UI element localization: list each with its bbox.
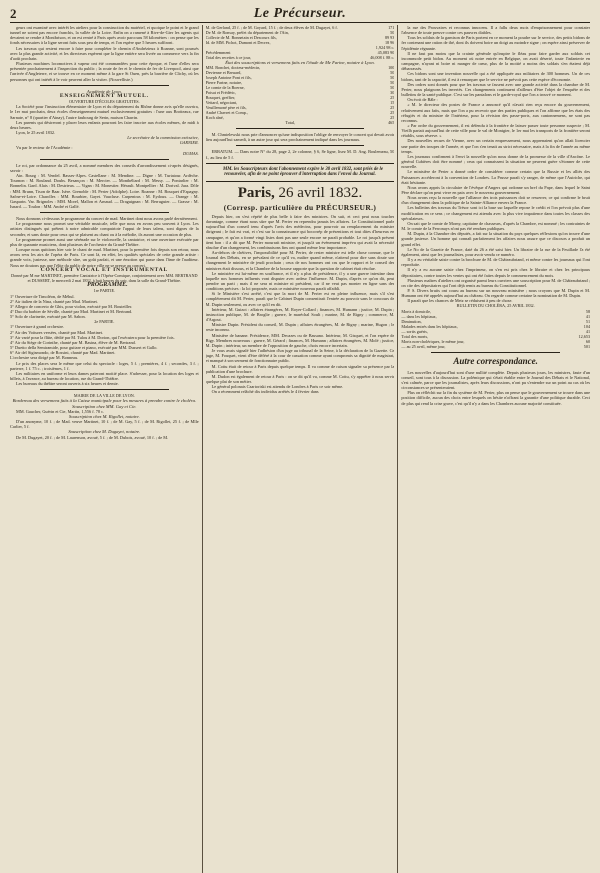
divider <box>40 159 169 160</box>
erratum: ERRATUM. — Dans notre N° du 28, page 2, 2e colonne, § 6, 8e ligne, lisez M. D. Ang. Boulemeau, 50 f., au lieu de 5 f. <box>205 149 395 160</box>
paris-paragraph: Au-dehors de chétives, l'impossibilité pour M. Perier, de rester ministre est telle chose connue, que le Journal des Débats, en se prévalant de ce qu'il va, maître quand même, n'attend pour dire sans doute son changement le ministère de jeudi prochain ; ceux de nos hommes ont cru que le rapport et le conseil des ministres était dissous, et la Chambre de la bourse rapporte que la question de cabinet était résolue. <box>205 250 395 271</box>
program-item: 1° Ouverture à grand orchestre. <box>10 324 65 330</box>
paris-paragraph: On écrit de Bâle : <box>407 97 438 103</box>
program-item: 5° Solo de clarinette, exécuté par M. Sabon. <box>10 314 86 320</box>
paris-paragraph: P. S. Divers bruits ont couru au bureau sur un nouveau ministère ; nous croyons que M. Dupin et M. Humann ont été appelés aujourd'hui au château. On regarde comme certaine la nomination de M. Dupin. <box>401 287 591 299</box>
divider <box>236 128 365 129</box>
hospital-table <box>206 65 395 125</box>
table-row: Pierre Farine, notaire, 50 <box>205 80 395 86</box>
paris-paragraph: Les journaux confirment à l'envi la nouvelle qu'on nous donne de la promesse de la ville d'Ancône. Le général Cubières doit être nommé ; ceux qui connaissent la situation ne peuvent guère s'étonner de cette nouvelle. <box>401 153 591 170</box>
program-title: PROGRAMME. <box>87 282 128 289</box>
paris-paragraph: M. Dupin, à la Chambre des députés, a fait sur la situation du pays quelques réflexions qu'on trouve d'une grande justesse. Un homme qui connaît parfaitement les affaires nous assure que ce discours a produit un grand effet. <box>401 231 591 247</box>
paris-paragraph: Nous avons reçu la nouvelle que l'alliance des trois puissances doit se resserrer, ce qui confirme le bruit d'un changement dans la politique de la Sainte-Alliance envers la France. <box>401 195 591 206</box>
article-rail-works: Les travaux qui restent encore à faire pour compléter le chemin d'Andrézieux à Roanne, sont poussés avec la plus grande activité, et les directeurs espèrent que la ligne entière sera livrée au commerce vers la fin d'août prochain. <box>10 45 199 61</box>
table-row: — sortis guéris, 41 <box>401 328 591 334</box>
table-row: Diminution, 51 <box>401 318 591 324</box>
paris-paragraph: On sait que le comte de Morny, capitaine de chasseurs, d'après la Chambre, est nommé ; les contraintes de M. le comte de la Ferronays n'ont pas été rendues publiques. <box>401 220 591 232</box>
columns <box>10 25 590 873</box>
paris-paragraph: Les bulletins des travaux du Trésor sont ici la base sur laquelle repose le crédit et l'on prévoit plus d'une modification en ce sens ; ce changement est attendu avec la plus vive impatience dans toutes les classes des spéculateurs. <box>401 205 591 221</box>
hospital-heading: État des souscriptions et versemens faits en l'étude de Me Farine, notaire à Lyon. <box>225 60 375 65</box>
cholera-bulletin-table <box>401 309 590 349</box>
column-rule <box>397 25 398 873</box>
program-item: 1° Ouverture de Timoléon, de Méhul. <box>10 293 75 299</box>
paris-paragraph: On a récemment relâché dix individus arrêtés le 4 février dans <box>211 389 319 395</box>
table-row: Devienne et Breuard, 50 <box>205 70 395 76</box>
school-signature-name: GARNIER. <box>179 140 199 146</box>
concert-intro: Nous donnons ci-dessous le programme du concert de mad. Martinet dont nous avons parlé dernièrement. <box>16 216 198 222</box>
rector-name: DUMAS. <box>183 150 199 156</box>
table-row: De M. de Ronsay, préfet du département de l'Ain, 50 <box>205 30 395 35</box>
paris-paragraph: « Par ordre du gouvernement, il est défendu à la frontière de laisser passer toute personne suspecte ; M. Vieilh partait aujourd'hui de cette ville pour le val de Montgier, le 1er mai les transports de la frontière seront rétablis, sous réserve. » <box>401 122 591 139</box>
table-row: Total des morts, 12,653 <box>401 333 591 339</box>
concert-subheading: Donné par M me MARTINET, première Cantatrice à l'Opéra-Comique, conjointement avec MM. BERTRAND et DUSSERT, le mercredi 2 mai 1832, à huit heures du soir, dans la salle du Grand-Théâtre. <box>11 272 198 284</box>
school-text-2: Les parents qui désireront y placer leurs enfants pourront les faire inscrire aux écoles mêmes, de midi à deux heures. <box>10 119 199 130</box>
paris-paragraph: Plusieurs maîtres d'ateliers ont organisé parmi leurs ouvriers une souscription pour M. de Châteaubriand ; on cite des dépositaires qui l'ont déjà remis au bureau du Constitutionnel. <box>401 277 591 288</box>
mairie-heading: MAIRIE DE LA VILLE DE LYON. <box>73 393 135 399</box>
school-subheading: OUVERTURE D'ÉCOLES GRATUITES. <box>69 99 140 105</box>
paris-paragraph: Ministre Dupin. Président du conseil, M. Dupin ; affaires étrangères, M. de Rigny ; marine, Hugon ; le reste inconnu. <box>205 322 395 333</box>
cholera-bulletin-heading: BULLETIN DU CHOLÉRA, 25 AVRIL 1832. <box>456 303 535 309</box>
program-item: 2° Air des Voitures versées, chanté par Mad. Martinet. <box>10 329 104 335</box>
program-item: 5° Duetto della Semiramide, pour guitare et piano, exécuté par MM. Dussert et Gallo. <box>10 345 158 351</box>
table-row: Poisat et Frédéric, 30 <box>205 90 395 96</box>
ordinance-list: Ain. Bourg : M. Vendel. Basses-Alpes. Castellane : M. Mendine. — Digne : M. Turtatour. Ardèche. Tournon : M. Rouland. Doubs. Besançon : M. Mercier. — Montbéliard : M. Messy. — Pontarlier : M. Bonnelin. Gard. Alais : M. Destrieux. — Vigan : M. Monestier. Hérault. Montpellier : M. Dorival. Jura. Dôle : MM. Brunn, Tison de Baar. Isère. Grenoble : M. Perier (Adolphe). Loire. Roanne : M. Bouquet d'Espagny. Saône-et-Loire. Charolles : MM. Bourbier, Gayet. Vaucluse. Carpentras : M. Eydoux. — Orange : M. Gasparin. Var. Brignoles : MM. Morel, Mallon et Arnaud. — Draguignan : M. Berruguier. — Grasse : M. Isnard. — Toulon : MM. André et Gallé. <box>10 173 199 209</box>
table-row: Morts à domicile, 58 <box>401 308 591 314</box>
paris-paragraph: Des ordres sont donnés pour que les travaux se fassent avec une grande activité dans la chambre de M. Perier, nous plaignons les invertés. Ces changements continuent d'ailleurs d'être l'objet de l'enquête et des bulletins de la santé publique. C'est sur les pantalons et le garde-royal que l'on a trouvé ce moment. <box>401 81 591 98</box>
divider <box>40 85 169 86</box>
program-item: 4° Air du Siège de Corinthe, chanté par M. Basina, élève de M. Bertrand. <box>10 339 136 345</box>
paris-paragraph: Il y a eu véritable saisie contre la brochure de M. de Châteaubriand, et même contre les journaux qui l'ont reproduite. <box>401 257 591 268</box>
other-correspondence-heading: Autre correspondance. <box>453 355 538 366</box>
program-item: L'orchestre sera dirigé par M. Bonneau. <box>10 355 79 361</box>
table-row: Morts non-cholériques, le même jour, 60 <box>401 338 591 344</box>
paris-paragraph: Le No de la Gazette de France, daté du 26 a été saisi hier. Un libraire de la rue de la Feuillade l'a été également, ainsi que les journalistes, pour avoir vendu ce numéro. <box>401 246 591 257</box>
table-row: Collecte de M. Bonnetain et Descours fils, 89 93 <box>205 35 395 40</box>
paris-paragraph: « M. le directeur des postes de France a annoncé qu'il n'avait rien reçu encore du gouvernement, relativement aux faits, mais que l'on a pu recevoir que des parties publiques et l'on affirme que les états des réfugiés et du ministre de l'intérieur, pour la révision des passe-ports, aux cantonnemens, ne sont pas reconnus. <box>401 102 591 123</box>
table-row: — au 25 avril, même jour, 501 <box>401 343 591 349</box>
subscription-heading: Souscription chez M. Rigollet, notaire. <box>68 413 140 419</box>
school-date: Lyon, le 25 avril 1832. <box>16 129 56 135</box>
subscription-heading: Souscription chez MM. Gay et Cie. <box>72 403 137 409</box>
table-row: Le comte de la Boerne, 50 <box>205 85 395 91</box>
correspondence-heading: (Corresp. particulière du PRÉCURSEUR.) <box>223 202 377 212</box>
column-3 <box>401 25 590 873</box>
school-signature-role: Le secrétaire de la commission exécutive, <box>127 135 199 141</box>
concert-military: Les militaires en uniforme et leurs dames paieront moitié place. S'adresser, pour la location des loges et billets, à l'avance, au bureau de location, rue du Grand-Théâtre. <box>10 370 199 381</box>
concert-paragraph-2: Le programme promet aussi une sérénade sur le violoncelle, la cantatrice, et une ouverture exécutée par plus de quarante musiciens, dont plusieurs de l'orchestre du Grand-Théâtre. <box>10 236 199 247</box>
column-2 <box>206 25 395 873</box>
table-row: Total, 465 <box>285 120 395 126</box>
paris-paragraph: la rue des Prouvaires et reconnus innocens. Il a fallu deux mois d'emprisonnement pour constater l'absence de toute preuve contre ces pauvres diables. <box>401 25 591 36</box>
subscriber-notice: MM. les Souscripteurs dont l'abonnement expire le 30 avril 1832, sont priés de le renouveler, afin de ne point éprouver d'interruption dans l'envoi du Journal. <box>222 166 384 178</box>
chmielewski-note: M. Chmielewski nous prie d'annoncer qu'une indisposition l'oblige de renvoyer le concert qui devait avoir lieu aujourd'hui samedi, à un autre jour qui sera prochainement indiqué dans les journaux. <box>205 132 395 143</box>
paris-paragraph: Il ne faut pas moins que la crainte générale qu'inspire le fléau pour faire garder aux soldats cet incommode petit bidon. Au moment où notre entrée en Belgique, on avait déserté, toute l'infanterie en campagne, n'ayant ni boire ni manger de cœur, plus de la moitié a moins des soldats s'en étaient déjà débarrassés. <box>401 50 591 72</box>
school-text: La Société pour l'instruction élémentaire de Lyon et du département du Rhône donne avis qu'elle ouvrira, le 1er mai prochain, deux écoles d'enseignement mutuel exclusivement gratuites : l'une aux Brotteaux, rue Sarnate, n° 8 (quartier d'Ainay), l'autre faubourg de Serin, maison Charrin. <box>10 104 199 120</box>
divider <box>431 352 560 353</box>
table-row: 1,924 98 c. <box>375 45 395 50</box>
paris-paragraph: Je vous avais signalé hier l'adhésion d'un juge au tribunal de la Seine, à la déclaration de la Gazette. Ce juge, M. Fouquet, vient d'être déféré à la cour de cassation comme ayant compromis sa dignité de magistrat, et manqué à son serment de fonctionnaire public. <box>205 348 395 364</box>
paris-paragraph: M. Cottu était de retour à Paris depuis quelque temps. Il va comme de raison signaler sa présence par la publication d'une brochure. <box>205 363 395 374</box>
dateline-city: Paris, <box>237 184 275 201</box>
paris-paragraph: Le ministère de Perier a donné ordre de considérer comme certain que la Russie et les alliés des Puissances accéderont à la convention de Londres. La Prusse paraît s'y ranger, de même que l'Autriche, qui était hésitante. <box>401 169 591 185</box>
academy-heading: Académie de Lyon. <box>86 88 122 94</box>
table-row: Bouquet, greffier, 25 <box>205 95 395 101</box>
table-row: Veuillemoné père et fils, 25 <box>205 105 395 111</box>
concert-paragraph: Le programme nous promet une véritable musicale, telle que nous en avons peu souvent à Lyon. Les artistes distingués qui prêtent à notre admirable compatriote l'appui de leurs talens, sont dignes de la seconder, et sans doute pour ceux qui se plaisent au chant ou à la mélodie, ils auront une occasion de plus. <box>10 221 199 237</box>
concert-bureau: Les bureaux du théâtre seront ouverts à six heures et demie. <box>16 381 119 387</box>
divider <box>206 181 395 182</box>
program-part-1-heading: 1re PARTIE. <box>93 288 116 294</box>
program-item: 2° Air italien de la Nina, chanté par Mad. Martinet. <box>10 298 98 304</box>
divider <box>40 389 169 390</box>
paris-paragraph: M. Dudon est également de retour à Paris : on se dit qu'il va, comme M. Cottu, s'y apprêter à nous servir quelque plat de son métier. <box>205 373 395 384</box>
school-heading: ENSEIGNEMENT MUTUEL. <box>59 92 149 99</box>
paris-paragraph: Depuis hier, on s'est répété de plus belle à faire des ministres. On suit, et ceci peut nous toucher davantage, comme étant nous sûre que M. Perier en reprendra jamais les affaires. Le Constitutionnel parle aujourd'hui d'un conseil tenu d'après l'avis des médecins, pour pourvoir au remplacement du ministre dirigeant ; le fait est vrai, et c'est sur la connaissance qui bocorrép de présentions et tout dites d'heureux en campagne, et qu'on a formé vingt listes dont pas une seule encore ne paraît probable. Le roi jusqu'à présent tient bon : il a dit que M. Perier mourrait ministre, et jusqu'à un événement imprévu qui avait la nécessité absolue d'un changement, les combinaisons fins ont quand même leur importance. <box>205 213 395 250</box>
article-rail-visit: geurs ont examiné avec intérêt les ateliers pour la construction du matériel, et quoique le point et le grand tunnel ne soient pas encore franchis, la vallée de la Loire. Enfin on a ramené à Rive-de-Gier les agents qui devaient se rendre à Montbrison, et on est rentré à Paris après avoir parcouru 58 kilomètres : on pense que les fonds nécessaires à la ligne seront faits sous peu de temps, et l'on espère que 5 heures suffiront. <box>10 25 199 46</box>
table-row: Total des recettes à ce jour, 46,008 f. 88 c. <box>205 55 395 60</box>
table-row: André Chavret et Comp., 25 <box>205 110 395 116</box>
concert-paragraph-3: Lorsque nous quittions hier soir le chant de mad. Martinet, pour la première fois depuis son retour, nous avons revu les airs de l'opéra de Paris. Ce sont là, en effet, les qualités spéciales de cette grande artiste : grande voix, justesse, une méthode sûre, un goût parfait, et une émotion qui passe dans l'âme de l'auditeur. Nous ne doutons pas que l'élite du public de notre ville ne se presse au concert. <box>10 247 199 268</box>
mairie-subheading: Bordereau des versemens faits à la Caisse municipale pour les mesures à prendre contre le choléra. <box>12 398 197 404</box>
concert-prices: Le prix des places sera le même que celui du spectacle : loges, 5 f. ; premières, 4 f. ; secondes, 3 f. ; parterre, 1 f. 75 c. ; troisièmes, 1 f. <box>10 360 199 371</box>
page-number: 2 <box>10 6 17 21</box>
subscription-text: MM. Gaucher, Guérin et Cie, Martin, 1,556 f. 78 c. <box>16 408 105 414</box>
receipts-table <box>206 25 395 60</box>
program-part-2-heading: 2e PARTIE. <box>94 319 115 325</box>
table-row: Id. de MM. Pichot, Dumont et Decrex, 18 96 <box>205 40 395 45</box>
table-row: M. de Gerland, 25 f. ; de M. Goyard, 15 f. ; de deux élèves de M. Dugayet, 6 f. 171 <box>205 25 395 30</box>
article-locomotives: Plusieurs machines locomotives à vapeur ont été commandées pour cette époque, et l'une d'elles sera présentée prochainement à l'inspection du public ; la route de fer et le chemin de fer de Liverpool, ainsi que l'arrivée d'Angleterre, et se trouve en ce moment même à la gare St Ouen, près la barrière de Clichy, où les personnes qui ont intérêt à le voir peuvent aller la visiter. (Nouvelliste.) <box>10 61 199 82</box>
program-item: 3° Allegro de concerto de Ghis, pour violon, exécuté par M. Bouteiller. <box>10 303 133 309</box>
subscription-text: D'un anonyme, 10 f. ; de Mad. veuve Martinet, 10 f. ; de M. Gay, 5 f. ; de M. Rigollet, 25 f. ; de Mlle Carlier, 5 f. <box>10 419 199 430</box>
dateline-date: 26 avril 1832. <box>278 184 363 201</box>
program-item: 4° Duo du barbier de Séville, chanté par Mad. Martinet et M. Bertrand. <box>10 308 133 314</box>
column-rule <box>202 25 203 873</box>
paris-paragraph: Nous avons appris la circulaire de l'évêque d'Angers qui ordonne un bref du Pape, dans lequel le Saint Père déclare qu'on peut vivre en paix avec le nouveau gouvernement. <box>401 184 591 195</box>
paris-paragraph: Ces bidons sont une invention nouvelle qui a été appliquée aux militaires de 300 hommes. Un de ces bidons, tant de la capacité, il est à remarquer que le service ne prévoit pas cette espèce d'économie. <box>401 71 591 82</box>
paris-paragraph: Il n'y a eu aucune saisie chez l'imprimeur, on s'en est pris chez le libraire et chez les principaux dépositaires, contre toutes les ventes qui ont été faites depuis le commencement du mois. <box>401 267 591 278</box>
concert-heading: CONCERT VOCAL ET INSTRUMENTAL <box>40 266 169 273</box>
table-row: Malades entrés dans les hôpitaux, 104 <box>401 323 591 329</box>
paris-paragraph: Tous les soldats de la garnison de Paris portent en ce moment la poudre sur le service, des petits bidons de fer contenant une ration de thé, dont ils doivent boire un doigt au moindre signe ; on espère ainsi préserver de l'épidémie régnante. <box>401 35 591 51</box>
subscription-heading: Souscription chez M. Dugayet, notaire. <box>68 429 141 435</box>
subscription-text: De M. Dugayet, 20 f. ; de M. Laurenson, avoué, 5 f. ; de M. Dubois, avoué, 10 f. ; de M. <box>16 434 169 440</box>
column-1 <box>10 25 199 873</box>
paris-paragraph: Le ministère est lui-même en souffrance, et il n'y a plus de présidence, il y a une guerre intestine dans laquelle nos hommes influents vont disputer avec ardeur l'influence. M. Dupin, d'après ce qu'on dit, peut prendre un parti ; mais il ne sera ni ministre ni président, car il ne veut pas monter en ligne sans des conditions précises : la loi proposée, mais ce ministère nouveau paraît affaibli. <box>205 270 395 292</box>
other-correspondence-paragraph: Les nouvelles d'aujourd'hui sont d'une nullité complète. Depuis plusieurs jours, les ministres, faute d'un conseil, sont tous à la discussion. La polémique qui s'était établie entre le Journal des Débats et le National, s'est calmée, parce que les journalistes, après leurs discussions, n'ont pu s'entendre sur un point au cas où les circonstances se présenteraient. <box>401 369 591 391</box>
paris-paragraph: Il paraît que les chances de Metz se réduisent à peu de chose. <box>407 298 513 304</box>
divider <box>40 212 169 213</box>
other-correspondence-paragraph: Plus on réfléchit sur la fin du système de M. Perier, plus on pense que le gouvernement se trouve dans une position difficile, aucun des choix entre lesquels on hésite n'offrant la garantie d'une politique durable. Ceci de plus qui rend la crise grave, c'est qu'il n'y a dans les Chambres aucune majorité constituée. <box>401 390 591 406</box>
dateline <box>206 185 395 202</box>
rector-seen: Vu par le recteur de l'Académie : <box>16 145 73 151</box>
masthead <box>10 4 590 23</box>
divider <box>206 163 395 164</box>
paris-paragraph: Ministère de banane. Présidence, MM. Decazes ou de Bassano. Intérieur, M. Gisquet, et l'on espère de Bigy. Membres nouveaux : guerre, M. Gérard ; finances, M. Humann ; affaires étrangères, M. Molé ; justice, M. Dupin ; intérieur, un membre de l'opposition de gauche, choix encore incertain. <box>205 332 395 348</box>
program-item: 6° Air del Sigismondo, de Rossini, chanté par Mad. Martinet. <box>10 350 116 356</box>
paris-paragraph: Des nouvelles recues de Vienne, avec un certain empressement, nous apprenaient qu'on allait licencier une partie des troupes de l'armée, et que l'on s'en tenait au strict nécessaire, mais à la fin de l'année au même temps. <box>401 138 591 154</box>
table-row: Précédemment 45,083 90 <box>205 50 395 55</box>
ordinance-intro: Le roi, par ordonnance du 25 avril, a nommé membres des conseils d'arrondissement ci-après désignés, savoir : <box>10 162 199 173</box>
table-row: MM. Bonchet, docteur-médecin, 100 <box>205 65 395 71</box>
paris-paragraph: Si le Ministère s'est arrêté, c'est que la mort de M. Perier est en pleine influence, mais s'il s'est complètement dit M. Perier, paraît que le Cabinet Dupin consentirait l'entrée au pouvoir sans le concours de M. Dupin seulement, ou avec ce qu'il en dit. <box>205 291 395 307</box>
newspaper-title: Le Précurseur. <box>253 6 347 21</box>
program-item: 3° Air varié pour la flûte, dédié par M. Tulou à M. Dorion, qui l'exécutera pour la première fois. <box>10 334 175 340</box>
table-row: Vettard, négociant, 15 <box>205 100 395 106</box>
divider <box>236 145 365 146</box>
paris-paragraph: Le général polonais Czartoriski est attendu de Londres à Paris ce soir même. <box>211 384 344 390</box>
paris-paragraph: Intérieur, M. Guizot : affaires étrangères, M. Royer-Collard ; finances, M. Humann ; justice, M. Dupin ; instruction publique, M. de Broglie ; guerre, le maréchal Soult ; marine, M. de Rigny ; commerce, M. d'Argout. <box>205 306 395 323</box>
table-row: Joseph Antoine Pont et fils, 50 <box>205 75 395 81</box>
table-row: — dans les hôpitaux, 41 <box>401 313 591 319</box>
table-row: Koch aîné, 25 <box>205 115 395 121</box>
